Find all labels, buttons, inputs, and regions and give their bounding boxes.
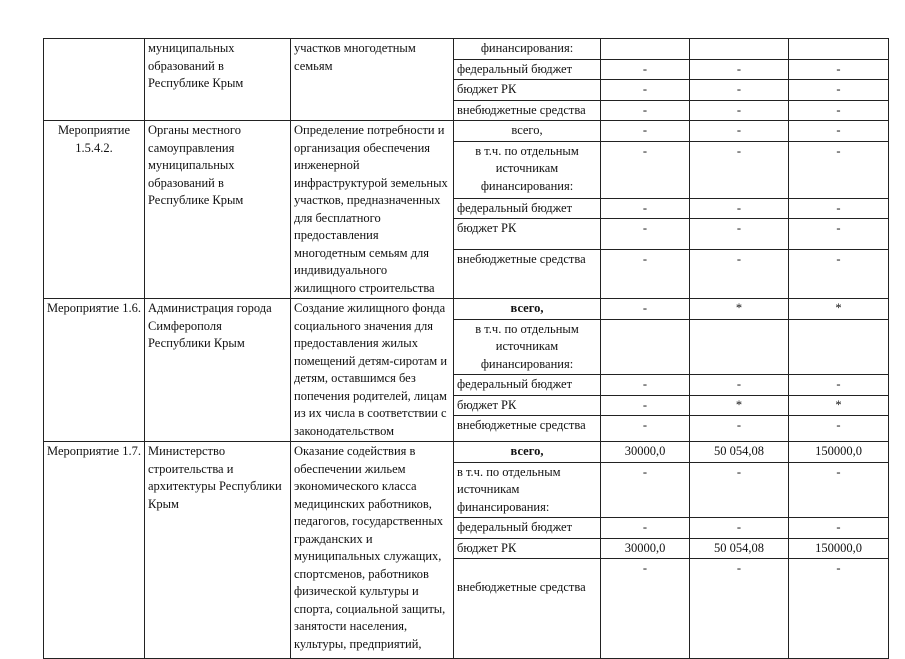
description-cell: участков многодетным семьям <box>291 39 454 121</box>
value-cell: - <box>601 121 690 142</box>
value-cell: - <box>789 121 889 142</box>
activity-name-cell: Мероприятие 1.7. <box>44 442 145 659</box>
table-row <box>44 299 889 320</box>
value-cell: - <box>690 462 789 518</box>
value-cell <box>601 39 690 60</box>
funding-source-cell: федеральный бюджет <box>454 375 601 396</box>
funding-source-cell: всего, <box>454 299 601 320</box>
value-cell: - <box>601 100 690 121</box>
funding-source-cell: федеральный бюджет <box>454 59 601 80</box>
value-cell: 150000,0 <box>789 442 889 463</box>
value-cell: - <box>690 100 789 121</box>
value-cell: - <box>690 416 789 442</box>
value-cell: - <box>789 198 889 219</box>
funding-source-cell: федеральный бюджет <box>454 518 601 539</box>
value-cell: - <box>601 395 690 416</box>
value-cell: - <box>601 59 690 80</box>
funding-source-cell: всего, <box>454 121 601 142</box>
value-cell: - <box>789 462 889 518</box>
value-cell: 30000,0 <box>601 442 690 463</box>
value-cell: - <box>601 198 690 219</box>
value-cell <box>601 319 690 375</box>
value-cell: - <box>601 462 690 518</box>
table-row <box>44 39 889 60</box>
value-cell: 150000,0 <box>789 538 889 559</box>
value-cell: - <box>601 416 690 442</box>
value-cell: - <box>601 80 690 101</box>
value-cell: - <box>601 250 690 299</box>
value-cell: 30000,0 <box>601 538 690 559</box>
value-cell: - <box>601 559 690 659</box>
value-cell: - <box>789 59 889 80</box>
value-cell: - <box>601 518 690 539</box>
value-cell: * <box>789 299 889 320</box>
funding-source-cell: бюджет РК <box>454 219 601 250</box>
value-cell: - <box>789 80 889 101</box>
value-cell: - <box>690 250 789 299</box>
value-cell: 50 054,08 <box>690 538 789 559</box>
value-cell: - <box>601 299 690 320</box>
table-row <box>44 442 889 463</box>
funding-source-cell: внебюджетные средства <box>454 100 601 121</box>
value-cell: - <box>690 80 789 101</box>
activity-name-cell <box>44 39 145 121</box>
activity-name-cell: Мероприятие 1.6. <box>44 299 145 442</box>
value-cell: - <box>690 59 789 80</box>
description-cell: Создание жилищного фонда социального значения для предоставления жилых помещений детям-сиротам и детям, оставшимся без попечения родителей, лицам из их числа в соответствии с законодательством <box>291 299 454 442</box>
value-cell: - <box>690 121 789 142</box>
value-cell: 50 054,08 <box>690 442 789 463</box>
value-cell: - <box>690 198 789 219</box>
value-cell <box>789 319 889 375</box>
executor-cell: Министерство строительства и архитектуры Республики Крым <box>145 442 291 659</box>
funding-source-cell: всего, <box>454 442 601 463</box>
table-row <box>44 121 889 142</box>
executor-cell: муниципальных образований в Республике Крым <box>145 39 291 121</box>
value-cell: - <box>601 375 690 396</box>
value-cell <box>690 39 789 60</box>
activity-name-cell: Мероприятие 1.5.4.2. <box>44 121 145 299</box>
value-cell <box>690 319 789 375</box>
value-cell: - <box>789 219 889 250</box>
executor-cell: Администрация города Симферополя Республики Крым <box>145 299 291 442</box>
funding-source-cell: в т.ч. по отдельным источникам финансирования: <box>454 319 601 375</box>
funding-source-cell: финансирования: <box>454 39 601 60</box>
value-cell: - <box>601 219 690 250</box>
funding-source-cell: внебюджетные средства <box>454 416 601 442</box>
value-cell: - <box>789 416 889 442</box>
description-cell: Определение потребности и организация обеспечения инженерной инфраструктурой земельных участков, предназначенных для бесплатного предоставления многодетным семьям для индивидуального жилищного строительства <box>291 121 454 299</box>
funding-source-cell: внебюджетные средства <box>454 250 601 299</box>
funding-source-cell: в т.ч. по отдельным источникам финансирования: <box>454 141 601 198</box>
funding-source-cell: федеральный бюджет <box>454 198 601 219</box>
funding-source-cell: бюджет РК <box>454 395 601 416</box>
funding-source-cell: бюджет РК <box>454 80 601 101</box>
value-cell: - <box>690 219 789 250</box>
value-cell: - <box>789 141 889 198</box>
executor-cell: Органы местного самоуправления муниципальных образований в Республике Крым <box>145 121 291 299</box>
value-cell: - <box>789 250 889 299</box>
value-cell: - <box>690 559 789 659</box>
value-cell: * <box>690 395 789 416</box>
value-cell: - <box>601 141 690 198</box>
value-cell: * <box>690 299 789 320</box>
value-cell: - <box>789 100 889 121</box>
description-cell: Оказание содействия в обеспечении жильем экономического класса медицинских работников, педагогов, государственных гражданских и муниципальных служащих, спортсменов, работников физической культуры и спорта, социальной защиты, занятости населения, культуры, предприятий, <box>291 442 454 659</box>
funding-source-cell: в т.ч. по отдельным источникам финансирования: <box>454 462 601 518</box>
value-cell: - <box>690 375 789 396</box>
value-cell: - <box>690 518 789 539</box>
value-cell: - <box>789 518 889 539</box>
value-cell: * <box>789 395 889 416</box>
value-cell: - <box>789 375 889 396</box>
funding-source-cell: внебюджетные средства <box>454 559 601 659</box>
value-cell: - <box>690 141 789 198</box>
program-activities-table <box>43 38 889 659</box>
value-cell: - <box>789 559 889 659</box>
funding-source-cell: бюджет РК <box>454 538 601 559</box>
value-cell <box>789 39 889 60</box>
